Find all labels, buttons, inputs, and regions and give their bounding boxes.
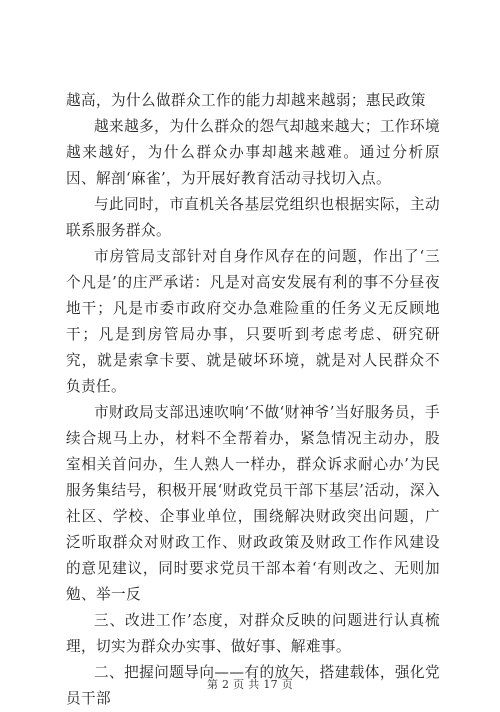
paragraph-1: 越高，为什么做群众工作的能力却越来越弱；惠民政策 [66, 92, 426, 109]
page-footer: 第 2 页 共 17 页 [206, 678, 294, 691]
paragraph-6: 三、改进工作’态度，对群众反映的问题进行认真梳理，切实为群众办实事、做好事、解难事。 [66, 612, 440, 655]
paragraph-2: 越来越多，为什么群众的怨气却越来越大；工作环境越来越好，为什么群众办事却越来越难。通过分析原因、解剖‘麻雀’，为开展好教育活动寻找切入点。 [66, 118, 440, 187]
paragraph-4: 市房管局支部针对自身作风存在的问题，作出了‘三个凡是’的庄严承诺：凡是对高安发展有利的事不分昼夜地干；凡是市委市政府交办急难险重的任务义无反顾地干；凡是到房管局办事，只要听到考虑考虑、研究研究，就是索拿卡要、就是破坏环境，就是对人民群众不负责任。 [66, 248, 440, 395]
paragraph-7: 二、把握问题导向——有的放矢，搭建载体，强化党员干部 [66, 664, 440, 707]
paragraph-5: 市财政局支部迅速吹响‘不做‘财神爷’当好服务员，手续合规马上办，材料不全帮着办，紧急情况主动办，股室相关首问办，生人熟人一样办，群众诉求耐心办’为民服务集结号，积极开展‘财政党员干部下基层’活动，深入社区、学校、企事业单位，围绕解决财政突出问题，广泛听取群众对财政工作、财政政策及财政工作作风建设的意见建议，同时要求党员干部本着‘有则改之、无则加勉、举一反 [66, 404, 440, 603]
paragraph-3: 与此同时，市直机关各基层党组织也根据实际，主动联系服务群众。 [66, 196, 440, 239]
